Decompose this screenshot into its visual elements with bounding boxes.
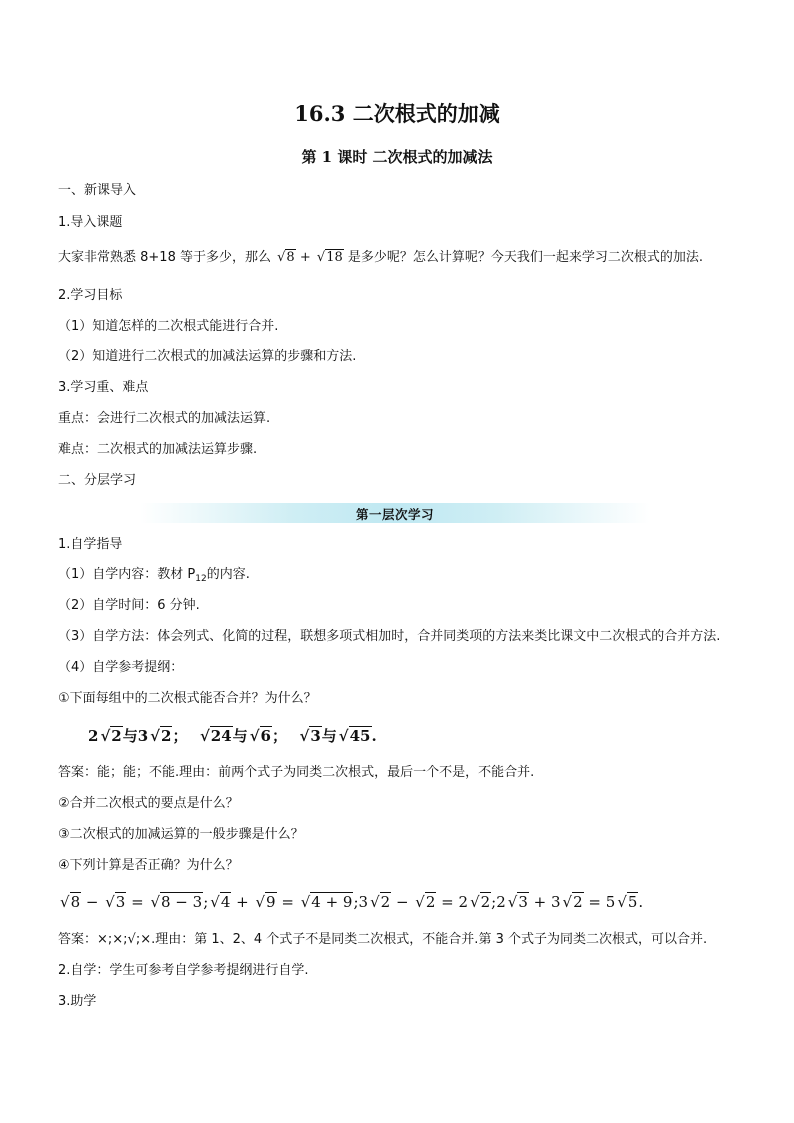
guide-time: （2）自学时间：6 分钟. [58, 598, 200, 613]
difficulty-point: 难点：二次根式的加减法运算步骤. [58, 442, 258, 457]
guide-content-end: 的内容. [206, 567, 250, 582]
question-3: ③二次根式的加减运算的一般步骤是什么？ [58, 827, 304, 842]
section-heading-1: 一、新课导入 [58, 183, 137, 198]
question-4: ④下列计算是否正确？为什么？ [58, 858, 239, 873]
separator: ； [172, 727, 188, 745]
key-point: 重点：会进行二次根式的加减法运算. [58, 411, 271, 426]
page-title: 16.3 二次根式的加减 [294, 101, 500, 126]
answer-1: 答案：能；能；不能.理由：前两个式子为同类二次根式，最后一个不是，不能合并. [58, 765, 535, 780]
question-1: ①下面每组中的二次根式能否合并？为什么？ [58, 691, 317, 706]
sqrt-9: √9 [255, 893, 276, 911]
sqrt-2: √2 [370, 893, 391, 911]
plus-sign: + [299, 250, 311, 265]
plus: + [231, 893, 254, 911]
level-banner [140, 503, 650, 523]
sqrt-45: √45 [338, 727, 371, 745]
sqrt-8: √8 [277, 250, 295, 265]
sqrt-3: √3 [299, 727, 321, 745]
equals: = 5 [583, 893, 616, 911]
help-heading: 3.助学 [58, 994, 97, 1009]
keypoints-heading: 3.学习重、难点 [58, 380, 149, 395]
sqrt-5: √5 [617, 893, 638, 911]
sqrt-18: √18 [316, 250, 343, 265]
intro-text-a: 大家非常熟悉 8+18 等于多少，那么 [58, 250, 271, 265]
intro-heading: 1.导入课题 [58, 215, 123, 230]
sqrt-3: √3 [105, 893, 126, 911]
section-heading-2: 二、分层学习 [58, 473, 137, 488]
intro-paragraph [58, 249, 703, 267]
question-1-expressions [88, 725, 377, 746]
sqrt-3: √3 [507, 893, 528, 911]
equals: = 2 [436, 893, 469, 911]
goal-2: （2）知道进行二次根式的加减法运算的步骤和方法. [58, 349, 357, 364]
sqrt-2: √2 [100, 727, 122, 745]
connector-text: 与 [232, 727, 248, 745]
period: . [371, 727, 377, 745]
intro-text-b: 是多少呢？怎么计算呢？今天我们一起来学习二次根式的加法. [347, 250, 704, 265]
question-4-expressions [58, 893, 643, 911]
minus: − [81, 893, 104, 911]
equals: = [126, 893, 149, 911]
question-2: ②合并二次根式的要点是什么？ [58, 796, 239, 811]
minus: − [391, 893, 414, 911]
sqrt-24: √24 [199, 727, 232, 745]
sqrt-2: √2 [150, 727, 172, 745]
connector-text: 与 [321, 727, 337, 745]
self-study: 2.自学：学生可参考自学参考提纲进行自学. [58, 963, 309, 978]
sqrt-8-minus-3: √8 − 3 [150, 893, 203, 911]
sqrt-2: √2 [470, 893, 491, 911]
goal-1: （1）知道怎样的二次根式能进行合并. [58, 319, 279, 334]
guide-outline: （4）自学参考提纲： [58, 660, 184, 675]
answer-4: 答案：×;×;√;×.理由：第 1、2、4 个式子不是同类二次根式，不能合并.第 3 个式子为同类二次根式，可以合并. [58, 932, 708, 947]
plus: + 3 [528, 893, 561, 911]
sqrt-4-plus-9: √4 + 9 [300, 893, 353, 911]
guide-method: （3）自学方法：体会列式、化简的过程，联想多项式相加时，合并同类项的方法来类比课文中二次根式的合并方法. [58, 629, 721, 644]
separator: ;2 [491, 893, 506, 911]
separator: ;3 [353, 893, 369, 911]
level-banner-label: 第一层次学习 [355, 507, 434, 522]
sqrt-2: √2 [562, 893, 583, 911]
separator: ； [271, 727, 287, 745]
page-subscript: 12 [195, 574, 207, 584]
period: . [638, 893, 644, 911]
sqrt-2: √2 [415, 893, 436, 911]
page-subtitle: 第 1 课时 二次根式的加减法 [301, 148, 493, 166]
equals: = [276, 893, 299, 911]
separator: ; [203, 893, 209, 911]
sqrt-8: √8 [60, 893, 81, 911]
sqrt-6: √6 [249, 727, 271, 745]
sqrt-4: √4 [210, 893, 231, 911]
coef: 2 [88, 727, 99, 745]
guide-content-text: （1）自学内容：教材 P [58, 567, 196, 582]
guide-content [58, 566, 250, 588]
guide-heading: 1.自学指导 [58, 537, 123, 552]
connector-text: 与3 [122, 727, 149, 745]
goals-heading: 2.学习目标 [58, 288, 123, 303]
